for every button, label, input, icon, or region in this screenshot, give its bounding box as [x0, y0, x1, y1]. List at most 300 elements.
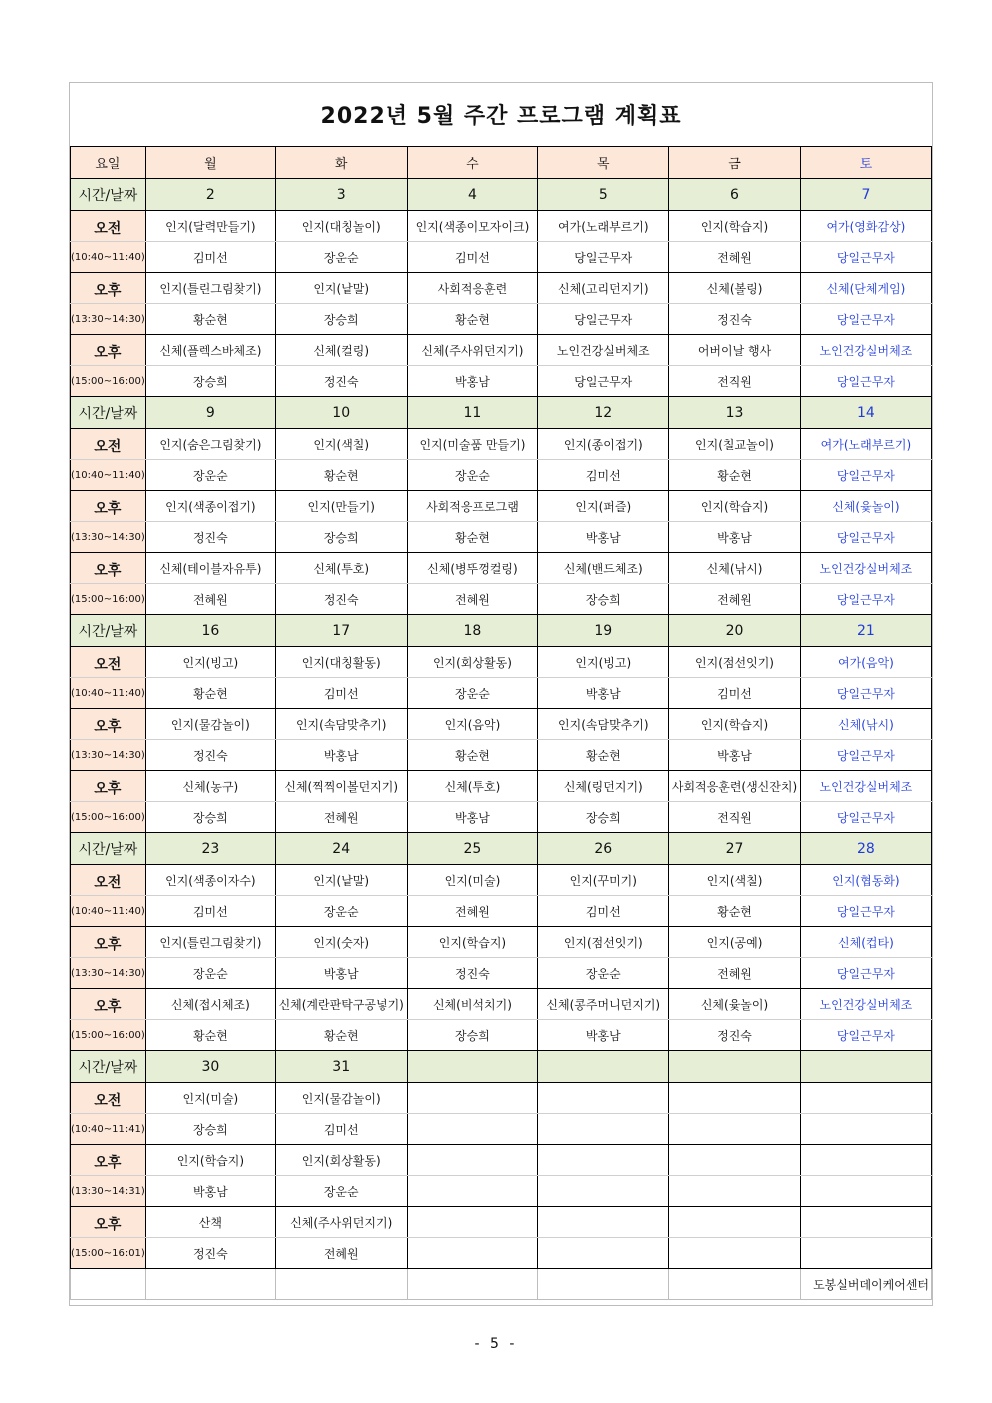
staff-cell-tue: 김미선 — [275, 1114, 407, 1145]
staff-cell-fri: 정진숙 — [669, 304, 801, 335]
footer-empty-cell — [71, 1269, 146, 1300]
staff-cell-fri: 정진숙 — [669, 1020, 801, 1051]
period-time-pm1: (13:30~14:30) — [71, 304, 146, 335]
staff-cell-tue: 장승희 — [275, 304, 407, 335]
staff-row — [71, 678, 932, 709]
staff-cell-sat: 당일근무자 — [800, 304, 931, 335]
period-name-pm1: 오후 — [94, 1155, 122, 1171]
staff-cell-mon: 장운순 — [145, 958, 275, 989]
day-header-thu: 목 — [538, 147, 669, 179]
date-cell-thu: 12 — [538, 397, 669, 429]
period-label-cell — [71, 771, 146, 802]
staff-cell-thu: 당일근무자 — [538, 304, 669, 335]
date-cell-tue: 3 — [275, 179, 407, 211]
date-cell-mon: 16 — [145, 615, 275, 647]
date-cell-tue: 10 — [275, 397, 407, 429]
staff-cell-sat: 당일근무자 — [800, 958, 931, 989]
period-time-pm2: (15:00~16:00) — [71, 1020, 146, 1051]
staff-cell-mon: 정진숙 — [145, 522, 275, 553]
staff-cell-fri — [669, 1114, 801, 1145]
staff-cell-wed: 황순현 — [407, 522, 538, 553]
staff-cell-mon: 김미선 — [145, 896, 275, 927]
staff-cell-wed: 김미선 — [407, 242, 538, 273]
staff-cell-wed: 정진숙 — [407, 958, 538, 989]
activity-cell-tue: 인지(속담맞추기) — [275, 709, 407, 740]
activity-row — [71, 927, 932, 958]
activity-cell-tue: 신체(투호) — [275, 553, 407, 584]
staff-row — [71, 1020, 932, 1051]
activity-cell-wed: 인지(색종이모자이크) — [407, 211, 538, 242]
activity-cell-wed: 사회적응프로그램 — [407, 491, 538, 522]
staff-cell-mon: 장운순 — [145, 460, 275, 491]
staff-cell-mon: 장승희 — [145, 802, 275, 833]
footer-empty-cell — [669, 1269, 801, 1300]
period-name-pm2: 오후 — [94, 1217, 122, 1233]
staff-cell-thu: 김미선 — [538, 896, 669, 927]
activity-cell-sat: 노인건강실버체조 — [800, 335, 931, 366]
activity-cell-thu: 인지(점선잇기) — [538, 927, 669, 958]
staff-row — [71, 304, 932, 335]
staff-row — [71, 740, 932, 771]
activity-row — [71, 211, 932, 242]
staff-cell-fri: 박홍남 — [669, 740, 801, 771]
date-cell-sat: 14 — [800, 397, 931, 429]
staff-cell-thu: 박홍남 — [538, 678, 669, 709]
staff-cell-fri: 전혜원 — [669, 242, 801, 273]
period-name-pm1: 오후 — [94, 719, 122, 735]
activity-cell-wed: 인지(회상활동) — [407, 647, 538, 678]
staff-cell-thu: 당일근무자 — [538, 366, 669, 397]
staff-row — [71, 896, 932, 927]
date-row — [71, 615, 932, 647]
staff-cell-sat: 당일근무자 — [800, 740, 931, 771]
activity-cell-wed — [407, 1145, 538, 1176]
center-name: 도봉실버데이케어센터 — [800, 1269, 931, 1300]
date-row — [71, 397, 932, 429]
activity-cell-sat: 노인건강실버체조 — [800, 553, 931, 584]
date-cell-sat: 28 — [800, 833, 931, 865]
staff-cell-fri: 전혜원 — [669, 958, 801, 989]
date-cell-sat: 7 — [800, 179, 931, 211]
footer-row — [71, 1269, 932, 1300]
period-name-pm1: 오후 — [94, 937, 122, 953]
footer-empty-cell — [407, 1269, 538, 1300]
staff-cell-fri: 황순현 — [669, 896, 801, 927]
activity-row — [71, 1145, 932, 1176]
date-row-label: 시간/날짜 — [71, 833, 146, 865]
activity-cell-tue: 신체(주사위던지기) — [275, 1207, 407, 1238]
period-time-pm2: (15:00~16:01) — [71, 1238, 146, 1269]
activity-row — [71, 865, 932, 896]
date-cell-thu — [538, 1051, 669, 1083]
staff-cell-sat: 당일근무자 — [800, 460, 931, 491]
activity-row — [71, 771, 932, 802]
staff-cell-mon: 황순현 — [145, 678, 275, 709]
activity-cell-mon: 신체(테이블자유투) — [145, 553, 275, 584]
staff-cell-fri — [669, 1176, 801, 1207]
period-name-am: 오전 — [94, 875, 122, 891]
date-cell-wed: 11 — [407, 397, 538, 429]
staff-cell-thu: 박홍남 — [538, 1020, 669, 1051]
period-label-cell — [71, 553, 146, 584]
date-cell-wed: 4 — [407, 179, 538, 211]
day-header-sat: 토 — [800, 147, 931, 179]
date-row-label: 시간/날짜 — [71, 615, 146, 647]
date-row — [71, 1051, 932, 1083]
weekly-schedule-table — [70, 146, 932, 1300]
staff-cell-thu — [538, 1176, 669, 1207]
schedule-frame — [69, 82, 933, 1306]
staff-cell-thu: 당일근무자 — [538, 242, 669, 273]
activity-cell-wed: 인지(미술품 만들기) — [407, 429, 538, 460]
activity-cell-tue: 신체(계란판탁구공넣기) — [275, 989, 407, 1020]
staff-cell-fri: 전직원 — [669, 366, 801, 397]
activity-cell-thu: 신체(링던지기) — [538, 771, 669, 802]
activity-cell-fri: 인지(공예) — [669, 927, 801, 958]
date-cell-mon: 2 — [145, 179, 275, 211]
activity-cell-tue: 인지(물감놀이) — [275, 1083, 407, 1114]
activity-cell-mon: 인지(색종이접기) — [145, 491, 275, 522]
staff-cell-fri: 김미선 — [669, 678, 801, 709]
activity-cell-thu — [538, 1207, 669, 1238]
staff-row — [71, 1238, 932, 1269]
activity-cell-wed: 인지(음악) — [407, 709, 538, 740]
staff-cell-thu: 장운순 — [538, 958, 669, 989]
activity-cell-mon: 신체(플렉스바체조) — [145, 335, 275, 366]
page-title: 2022년 5월 주간 프로그램 계획표 — [320, 104, 682, 129]
staff-row — [71, 802, 932, 833]
activity-cell-thu: 여가(노래부르기) — [538, 211, 669, 242]
staff-cell-wed: 황순현 — [407, 740, 538, 771]
day-header-mon: 월 — [145, 147, 275, 179]
staff-cell-tue: 정진숙 — [275, 584, 407, 615]
period-time-am: (10:40~11:40) — [71, 460, 146, 491]
period-name-pm2: 오후 — [94, 781, 122, 797]
period-time-pm1: (13:30~14:30) — [71, 740, 146, 771]
period-time-pm1: (13:30~14:31) — [71, 1176, 146, 1207]
period-time-pm2: (15:00~16:00) — [71, 802, 146, 833]
day-header-tue: 화 — [275, 147, 407, 179]
staff-cell-sat: 당일근무자 — [800, 584, 931, 615]
activity-cell-wed: 사회적응훈련 — [407, 273, 538, 304]
footer-empty-cell — [538, 1269, 669, 1300]
staff-cell-sat: 당일근무자 — [800, 1020, 931, 1051]
activity-row — [71, 647, 932, 678]
activity-row — [71, 429, 932, 460]
staff-cell-sat — [800, 1114, 931, 1145]
staff-cell-wed: 장운순 — [407, 460, 538, 491]
activity-row — [71, 273, 932, 304]
staff-cell-thu — [538, 1114, 669, 1145]
activity-cell-thu: 인지(종이접기) — [538, 429, 669, 460]
date-cell-fri: 27 — [669, 833, 801, 865]
activity-cell-sat: 신체(윷놀이) — [800, 491, 931, 522]
activity-cell-sat — [800, 1083, 931, 1114]
staff-cell-tue: 황순현 — [275, 460, 407, 491]
activity-cell-fri: 사회적응훈련(생신잔치) — [669, 771, 801, 802]
activity-cell-tue: 인지(회상활동) — [275, 1145, 407, 1176]
staff-row — [71, 1176, 932, 1207]
date-cell-sat: 21 — [800, 615, 931, 647]
period-time-am: (10:40~11:40) — [71, 678, 146, 709]
period-name-am: 오전 — [94, 1093, 122, 1109]
activity-cell-sat: 신체(단체게임) — [800, 273, 931, 304]
title-row — [70, 83, 932, 147]
staff-cell-fri: 전혜원 — [669, 584, 801, 615]
activity-cell-sat: 여가(음악) — [800, 647, 931, 678]
date-cell-thu: 19 — [538, 615, 669, 647]
day-header-wed: 수 — [407, 147, 538, 179]
staff-cell-wed — [407, 1114, 538, 1145]
staff-cell-mon: 장승희 — [145, 1114, 275, 1145]
activity-cell-sat: 신체(낚시) — [800, 709, 931, 740]
staff-cell-mon: 장승희 — [145, 366, 275, 397]
period-label-cell — [71, 927, 146, 958]
activity-cell-fri: 인지(학습지) — [669, 211, 801, 242]
activity-cell-fri: 인지(학습지) — [669, 491, 801, 522]
activity-cell-fri — [669, 1207, 801, 1238]
staff-cell-tue: 박홍남 — [275, 958, 407, 989]
staff-cell-tue: 황순현 — [275, 1020, 407, 1051]
activity-cell-fri: 인지(칠교놀이) — [669, 429, 801, 460]
date-row — [71, 833, 932, 865]
period-label-cell — [71, 491, 146, 522]
activity-cell-fri: 신체(낚시) — [669, 553, 801, 584]
date-cell-tue: 24 — [275, 833, 407, 865]
activity-row — [71, 1083, 932, 1114]
date-cell-fri: 13 — [669, 397, 801, 429]
staff-cell-thu: 김미선 — [538, 460, 669, 491]
activity-cell-sat: 여가(노래부르기) — [800, 429, 931, 460]
staff-row — [71, 366, 932, 397]
activity-cell-thu: 인지(빙고) — [538, 647, 669, 678]
staff-cell-mon: 정진숙 — [145, 1238, 275, 1269]
activity-cell-sat: 노인건강실버체조 — [800, 989, 931, 1020]
activity-cell-mon: 신체(농구) — [145, 771, 275, 802]
staff-cell-thu: 장승희 — [538, 584, 669, 615]
period-time-am: (10:40~11:41) — [71, 1114, 146, 1145]
activity-cell-sat — [800, 1207, 931, 1238]
date-cell-mon: 30 — [145, 1051, 275, 1083]
staff-cell-fri — [669, 1238, 801, 1269]
activity-cell-mon: 인지(학습지) — [145, 1145, 275, 1176]
staff-row — [71, 584, 932, 615]
period-label-cell — [71, 709, 146, 740]
staff-cell-tue: 전혜원 — [275, 802, 407, 833]
staff-row — [71, 958, 932, 989]
staff-cell-thu: 박홍남 — [538, 522, 669, 553]
activity-cell-thu: 인지(속담맞추기) — [538, 709, 669, 740]
period-time-pm1: (13:30~14:30) — [71, 958, 146, 989]
period-name-pm2: 오후 — [94, 563, 122, 579]
activity-cell-thu: 신체(고리던지기) — [538, 273, 669, 304]
activity-cell-fri: 어버이날 행사 — [669, 335, 801, 366]
period-label-cell — [71, 335, 146, 366]
activity-cell-tue: 인지(색칠) — [275, 429, 407, 460]
period-label-cell — [71, 273, 146, 304]
staff-cell-sat: 당일근무자 — [800, 896, 931, 927]
date-row — [71, 179, 932, 211]
period-label-cell — [71, 865, 146, 896]
date-cell-sat — [800, 1051, 931, 1083]
date-cell-tue: 31 — [275, 1051, 407, 1083]
activity-row — [71, 335, 932, 366]
staff-cell-fri: 전직원 — [669, 802, 801, 833]
activity-cell-fri: 인지(색칠) — [669, 865, 801, 896]
activity-cell-fri: 인지(학습지) — [669, 709, 801, 740]
period-label-cell — [71, 1145, 146, 1176]
activity-cell-thu: 인지(꾸미기) — [538, 865, 669, 896]
date-cell-fri — [669, 1051, 801, 1083]
date-cell-tue: 17 — [275, 615, 407, 647]
date-cell-thu: 5 — [538, 179, 669, 211]
activity-cell-thu: 노인건강실버체조 — [538, 335, 669, 366]
activity-cell-tue: 인지(만들기) — [275, 491, 407, 522]
period-label-cell — [71, 211, 146, 242]
staff-cell-mon: 황순현 — [145, 1020, 275, 1051]
staff-cell-fri: 황순현 — [669, 460, 801, 491]
activity-cell-wed: 신체(병뚜껑컬링) — [407, 553, 538, 584]
activity-cell-wed: 인지(학습지) — [407, 927, 538, 958]
staff-cell-tue: 박홍남 — [275, 740, 407, 771]
date-cell-thu: 26 — [538, 833, 669, 865]
date-cell-fri: 20 — [669, 615, 801, 647]
date-row-label: 시간/날짜 — [71, 1051, 146, 1083]
activity-cell-sat: 신체(컵타) — [800, 927, 931, 958]
staff-cell-mon: 김미선 — [145, 242, 275, 273]
activity-cell-mon: 인지(틀린그림찾기) — [145, 273, 275, 304]
period-name-am: 오전 — [94, 657, 122, 673]
footer-empty-cell — [145, 1269, 275, 1300]
page-number: - 5 - — [474, 1336, 518, 1352]
date-cell-mon: 23 — [145, 833, 275, 865]
activity-row — [71, 989, 932, 1020]
period-time-pm2: (15:00~16:00) — [71, 366, 146, 397]
staff-cell-thu — [538, 1238, 669, 1269]
activity-cell-wed — [407, 1207, 538, 1238]
activity-cell-sat: 인지(협동화) — [800, 865, 931, 896]
date-cell-wed: 25 — [407, 833, 538, 865]
activity-cell-mon: 인지(미술) — [145, 1083, 275, 1114]
date-cell-wed — [407, 1051, 538, 1083]
date-cell-wed: 18 — [407, 615, 538, 647]
activity-cell-thu: 신체(콩주머니던지기) — [538, 989, 669, 1020]
activity-cell-thu: 인지(퍼즐) — [538, 491, 669, 522]
period-time-pm2: (15:00~16:00) — [71, 584, 146, 615]
activity-cell-tue: 신체(찍찍이볼던지기) — [275, 771, 407, 802]
activity-row — [71, 553, 932, 584]
period-name-am: 오전 — [94, 221, 122, 237]
activity-cell-mon: 신체(접시체조) — [145, 989, 275, 1020]
staff-row — [71, 1114, 932, 1145]
period-time-pm1: (13:30~14:30) — [71, 522, 146, 553]
staff-cell-wed: 황순현 — [407, 304, 538, 335]
period-time-am: (10:40~11:40) — [71, 896, 146, 927]
staff-cell-tue: 장승희 — [275, 522, 407, 553]
activity-cell-thu — [538, 1083, 669, 1114]
staff-cell-wed — [407, 1238, 538, 1269]
period-label-cell — [71, 1207, 146, 1238]
activity-cell-tue: 인지(낱말) — [275, 865, 407, 896]
activity-cell-wed — [407, 1083, 538, 1114]
period-name-pm1: 오후 — [94, 283, 122, 299]
activity-cell-tue: 인지(숫자) — [275, 927, 407, 958]
staff-cell-thu: 황순현 — [538, 740, 669, 771]
activity-cell-wed: 신체(투호) — [407, 771, 538, 802]
activity-cell-fri: 신체(윷놀이) — [669, 989, 801, 1020]
activity-cell-mon: 인지(달력만들기) — [145, 211, 275, 242]
staff-cell-sat: 당일근무자 — [800, 802, 931, 833]
activity-cell-tue: 인지(대칭놀이) — [275, 211, 407, 242]
activity-cell-fri: 신체(볼링) — [669, 273, 801, 304]
staff-cell-fri: 박홍남 — [669, 522, 801, 553]
period-label-cell — [71, 647, 146, 678]
activity-cell-wed: 인지(미술) — [407, 865, 538, 896]
staff-cell-mon: 박홍남 — [145, 1176, 275, 1207]
activity-row — [71, 491, 932, 522]
activity-cell-mon: 인지(틀린그림찾기) — [145, 927, 275, 958]
activity-cell-fri: 인지(점선잇기) — [669, 647, 801, 678]
date-row-label: 시간/날짜 — [71, 179, 146, 211]
staff-cell-tue: 전혜원 — [275, 1238, 407, 1269]
period-label-cell — [71, 1083, 146, 1114]
date-cell-fri: 6 — [669, 179, 801, 211]
activity-cell-thu — [538, 1145, 669, 1176]
staff-cell-sat: 당일근무자 — [800, 366, 931, 397]
day-header-fri: 금 — [669, 147, 801, 179]
staff-cell-wed: 전혜원 — [407, 896, 538, 927]
period-name-pm2: 오후 — [94, 345, 122, 361]
staff-cell-sat: 당일근무자 — [800, 242, 931, 273]
staff-cell-wed: 박홍남 — [407, 366, 538, 397]
staff-row — [71, 242, 932, 273]
activity-cell-thu: 신체(밴드체조) — [538, 553, 669, 584]
staff-cell-sat: 당일근무자 — [800, 522, 931, 553]
staff-cell-tue: 장운순 — [275, 242, 407, 273]
activity-cell-mon: 산책 — [145, 1207, 275, 1238]
staff-cell-tue: 장운순 — [275, 896, 407, 927]
period-name-am: 오전 — [94, 439, 122, 455]
period-time-am: (10:40~11:40) — [71, 242, 146, 273]
activity-cell-sat — [800, 1145, 931, 1176]
staff-cell-sat — [800, 1176, 931, 1207]
activity-cell-fri — [669, 1145, 801, 1176]
activity-cell-wed: 신체(주사위던지기) — [407, 335, 538, 366]
period-label-cell — [71, 429, 146, 460]
staff-cell-mon: 정진숙 — [145, 740, 275, 771]
period-name-pm1: 오후 — [94, 501, 122, 517]
staff-cell-wed: 장운순 — [407, 678, 538, 709]
activity-cell-fri — [669, 1083, 801, 1114]
date-row-label: 시간/날짜 — [71, 397, 146, 429]
activity-row — [71, 1207, 932, 1238]
activity-cell-sat: 여가(영화감상) — [800, 211, 931, 242]
activity-cell-wed: 신체(비석치기) — [407, 989, 538, 1020]
staff-cell-wed — [407, 1176, 538, 1207]
date-cell-mon: 9 — [145, 397, 275, 429]
activity-cell-tue: 신체(컬링) — [275, 335, 407, 366]
period-label-cell — [71, 989, 146, 1020]
activity-cell-mon: 인지(색종이자수) — [145, 865, 275, 896]
staff-cell-mon: 황순현 — [145, 304, 275, 335]
activity-cell-mon: 인지(물감놀이) — [145, 709, 275, 740]
period-name-pm2: 오후 — [94, 999, 122, 1015]
staff-cell-mon: 전혜원 — [145, 584, 275, 615]
staff-cell-sat — [800, 1238, 931, 1269]
staff-cell-tue: 정진숙 — [275, 366, 407, 397]
staff-cell-tue: 김미선 — [275, 678, 407, 709]
activity-cell-mon: 인지(빙고) — [145, 647, 275, 678]
